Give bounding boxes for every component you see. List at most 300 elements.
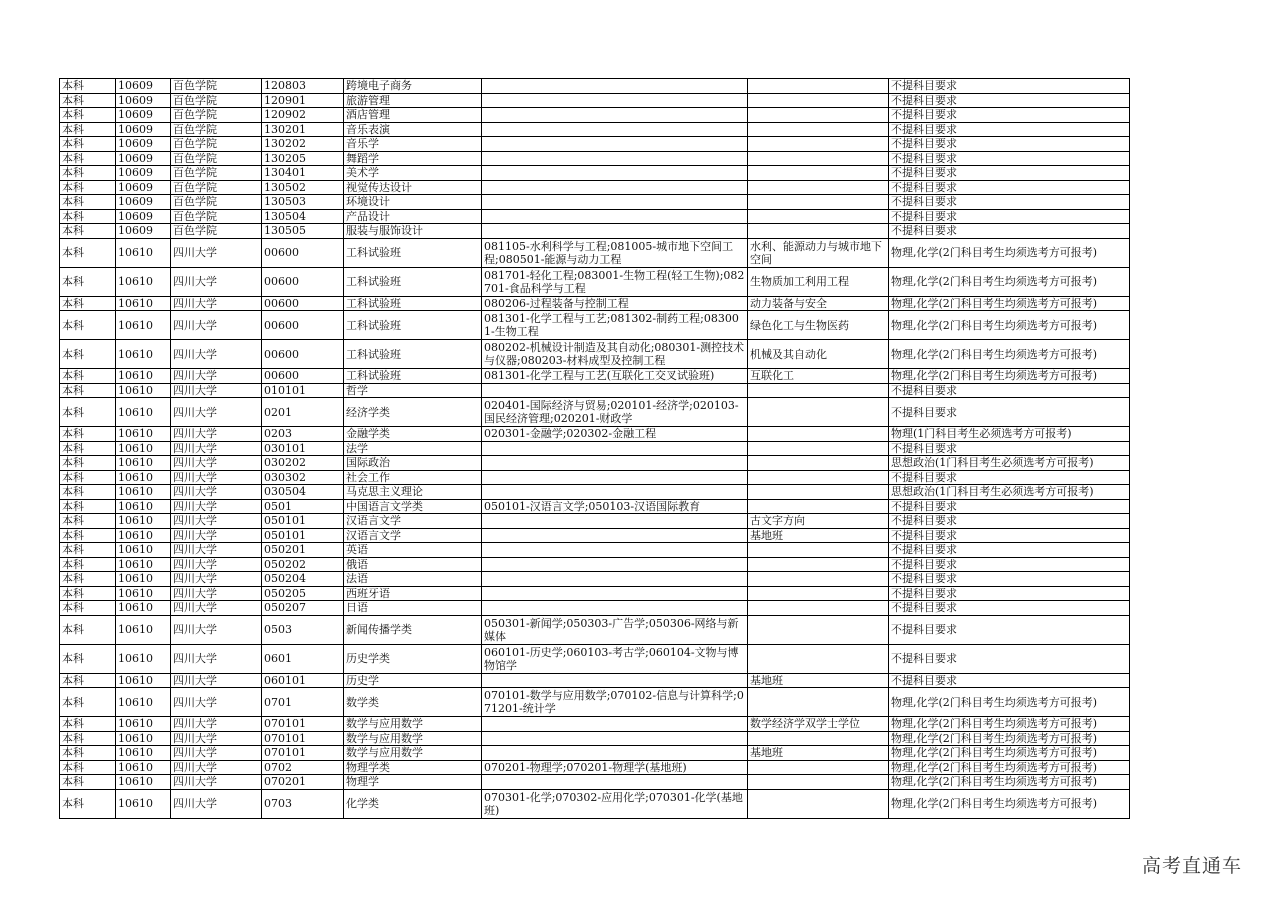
table-row (60, 717, 1130, 732)
major-code-cell: 130401 (262, 166, 344, 181)
table-row (60, 166, 1130, 181)
remarks-cell (748, 456, 889, 471)
school-name-cell: 四川大学 (171, 775, 262, 790)
table-row (60, 557, 1130, 572)
level-cell: 本科 (60, 543, 116, 558)
major-code-cell: 0703 (262, 789, 344, 818)
school-code-cell: 10610 (116, 731, 171, 746)
school-name-cell: 百色学院 (171, 137, 262, 152)
table-row (60, 775, 1130, 790)
major-name-cell: 马克思主义理论 (344, 485, 482, 500)
remarks-cell: 数学经济学双学士学位 (748, 717, 889, 732)
level-cell: 本科 (60, 731, 116, 746)
major-name-cell: 中国语言文学类 (344, 499, 482, 514)
subject-requirement-cell: 不提科目要求 (889, 557, 1130, 572)
level-cell: 本科 (60, 340, 116, 369)
level-cell: 本科 (60, 166, 116, 181)
table-row (60, 238, 1130, 267)
major-code-cell: 050205 (262, 586, 344, 601)
table-row (60, 369, 1130, 384)
subject-requirement-cell: 不提科目要求 (889, 166, 1130, 181)
subject-requirement-cell: 不提科目要求 (889, 79, 1130, 94)
subject-requirement-cell: 不提科目要求 (889, 122, 1130, 137)
subject-requirement-cell: 物理,化学(2门科目考生均须选考方可报考) (889, 296, 1130, 311)
table-row (60, 601, 1130, 616)
subject-requirement-cell: 物理,化学(2门科目考生均须选考方可报考) (889, 717, 1130, 732)
major-code-cell: 0503 (262, 615, 344, 644)
school-name-cell: 四川大学 (171, 514, 262, 529)
major-code-cell: 050204 (262, 572, 344, 587)
school-name-cell: 四川大学 (171, 615, 262, 644)
remarks-cell (748, 441, 889, 456)
table-row (60, 456, 1130, 471)
table-row (60, 615, 1130, 644)
remarks-cell (748, 195, 889, 210)
included-majors-cell (482, 151, 748, 166)
table-row (60, 296, 1130, 311)
table-row (60, 789, 1130, 818)
subject-requirement-cell: 物理,化学(2门科目考生均须选考方可报考) (889, 688, 1130, 717)
remarks-cell: 生物质加工利用工程 (748, 267, 889, 296)
table-row (60, 746, 1130, 761)
major-name-cell: 数学与应用数学 (344, 731, 482, 746)
school-code-cell: 10610 (116, 601, 171, 616)
level-cell: 本科 (60, 456, 116, 471)
major-name-cell: 数学与应用数学 (344, 717, 482, 732)
table-row (60, 195, 1130, 210)
table-row (60, 528, 1130, 543)
school-code-cell: 10610 (116, 340, 171, 369)
remarks-cell (748, 383, 889, 398)
remarks-cell: 基地班 (748, 673, 889, 688)
included-majors-cell: 080202-机械设计制造及其自动化;080301-测控技术与仪器;080203-材料成型及控制工程 (482, 340, 748, 369)
school-name-cell: 百色学院 (171, 151, 262, 166)
remarks-cell (748, 137, 889, 152)
school-code-cell: 10610 (116, 688, 171, 717)
table-row (60, 731, 1130, 746)
subject-requirement-cell: 物理,化学(2门科目考生均须选考方可报考) (889, 746, 1130, 761)
major-name-cell: 数学类 (344, 688, 482, 717)
major-name-cell: 数学与应用数学 (344, 746, 482, 761)
included-majors-cell (482, 166, 748, 181)
major-code-cell: 050207 (262, 601, 344, 616)
major-code-cell: 070201 (262, 775, 344, 790)
subject-requirement-cell: 思想政治(1门科目考生必须选考方可报考) (889, 485, 1130, 500)
major-code-cell: 130505 (262, 224, 344, 239)
school-code-cell: 10610 (116, 238, 171, 267)
included-majors-cell (482, 717, 748, 732)
major-name-cell: 视觉传达设计 (344, 180, 482, 195)
remarks-cell (748, 572, 889, 587)
subject-requirement-cell: 不提科目要求 (889, 499, 1130, 514)
major-code-cell: 050101 (262, 528, 344, 543)
subject-requirement-cell: 物理(1门科目考生必须选考方可报考) (889, 427, 1130, 442)
level-cell: 本科 (60, 717, 116, 732)
major-name-cell: 法语 (344, 572, 482, 587)
subject-requirement-cell: 物理,化学(2门科目考生均须选考方可报考) (889, 731, 1130, 746)
school-code-cell: 10610 (116, 644, 171, 673)
school-code-cell: 10610 (116, 760, 171, 775)
remarks-cell (748, 644, 889, 673)
major-code-cell: 0601 (262, 644, 344, 673)
major-name-cell: 音乐表演 (344, 122, 482, 137)
school-code-cell: 10610 (116, 514, 171, 529)
level-cell: 本科 (60, 224, 116, 239)
major-name-cell: 工科试验班 (344, 296, 482, 311)
major-code-cell: 130504 (262, 209, 344, 224)
table-row (60, 398, 1130, 427)
level-cell: 本科 (60, 238, 116, 267)
major-code-cell: 0501 (262, 499, 344, 514)
major-code-cell: 00600 (262, 238, 344, 267)
major-code-cell: 00600 (262, 267, 344, 296)
school-code-cell: 10610 (116, 586, 171, 601)
included-majors-cell (482, 209, 748, 224)
table-row (60, 224, 1130, 239)
subject-requirement-cell: 不提科目要求 (889, 528, 1130, 543)
remarks-cell (748, 760, 889, 775)
remarks-cell (748, 180, 889, 195)
remarks-cell: 基地班 (748, 528, 889, 543)
included-majors-cell (482, 557, 748, 572)
remarks-cell: 互联化工 (748, 369, 889, 384)
table-row (60, 340, 1130, 369)
major-name-cell: 工科试验班 (344, 267, 482, 296)
school-code-cell: 10610 (116, 441, 171, 456)
remarks-cell (748, 470, 889, 485)
included-majors-cell: 080206-过程装备与控制工程 (482, 296, 748, 311)
school-name-cell: 四川大学 (171, 601, 262, 616)
school-code-cell: 10610 (116, 789, 171, 818)
major-code-cell: 130205 (262, 151, 344, 166)
included-majors-cell (482, 731, 748, 746)
school-name-cell: 四川大学 (171, 688, 262, 717)
table-row (60, 441, 1130, 456)
remarks-cell (748, 93, 889, 108)
school-code-cell: 10609 (116, 122, 171, 137)
major-code-cell: 070101 (262, 731, 344, 746)
school-code-cell: 10610 (116, 296, 171, 311)
major-name-cell: 化学类 (344, 789, 482, 818)
subject-requirement-cell: 物理,化学(2门科目考生均须选考方可报考) (889, 311, 1130, 340)
included-majors-cell (482, 79, 748, 94)
school-name-cell: 百色学院 (171, 166, 262, 181)
subject-requirement-cell: 不提科目要求 (889, 195, 1130, 210)
school-name-cell: 四川大学 (171, 238, 262, 267)
major-code-cell: 050101 (262, 514, 344, 529)
school-name-cell: 百色学院 (171, 195, 262, 210)
major-name-cell: 物理学类 (344, 760, 482, 775)
remarks-cell (748, 79, 889, 94)
school-name-cell: 四川大学 (171, 644, 262, 673)
major-name-cell: 日语 (344, 601, 482, 616)
remarks-cell (748, 485, 889, 500)
included-majors-cell: 050301-新闻学;050303-广告学;050306-网络与新媒体 (482, 615, 748, 644)
school-name-cell: 四川大学 (171, 441, 262, 456)
included-majors-cell (482, 93, 748, 108)
remarks-cell (748, 557, 889, 572)
major-code-cell: 030302 (262, 470, 344, 485)
level-cell: 本科 (60, 514, 116, 529)
included-majors-cell (482, 122, 748, 137)
major-code-cell: 0203 (262, 427, 344, 442)
subject-requirement-cell: 不提科目要求 (889, 93, 1130, 108)
school-code-cell: 10610 (116, 499, 171, 514)
school-code-cell: 10609 (116, 195, 171, 210)
school-name-cell: 四川大学 (171, 383, 262, 398)
major-name-cell: 新闻传播学类 (344, 615, 482, 644)
level-cell: 本科 (60, 572, 116, 587)
table-row (60, 485, 1130, 500)
level-cell: 本科 (60, 369, 116, 384)
major-name-cell: 金融学类 (344, 427, 482, 442)
major-code-cell: 00600 (262, 340, 344, 369)
included-majors-cell (482, 195, 748, 210)
level-cell: 本科 (60, 195, 116, 210)
subject-requirement-cell: 不提科目要求 (889, 151, 1130, 166)
level-cell: 本科 (60, 673, 116, 688)
school-code-cell: 10610 (116, 528, 171, 543)
included-majors-cell: 020401-国际经济与贸易;020101-经济学;020103-国民经济管理;020201-财政学 (482, 398, 748, 427)
school-name-cell: 四川大学 (171, 789, 262, 818)
school-name-cell: 四川大学 (171, 296, 262, 311)
table-row (60, 108, 1130, 123)
major-code-cell: 120901 (262, 93, 344, 108)
included-majors-cell (482, 543, 748, 558)
table-row (60, 267, 1130, 296)
subject-requirement-cell: 物理,化学(2门科目考生均须选考方可报考) (889, 775, 1130, 790)
major-name-cell: 工科试验班 (344, 340, 482, 369)
school-code-cell: 10609 (116, 93, 171, 108)
subject-requirement-cell: 不提科目要求 (889, 383, 1130, 398)
major-name-cell: 旅游管理 (344, 93, 482, 108)
major-name-cell: 历史学 (344, 673, 482, 688)
major-code-cell: 00600 (262, 311, 344, 340)
major-name-cell: 汉语言文学 (344, 514, 482, 529)
level-cell: 本科 (60, 557, 116, 572)
subject-requirement-cell: 物理,化学(2门科目考生均须选考方可报考) (889, 760, 1130, 775)
level-cell: 本科 (60, 267, 116, 296)
major-name-cell: 历史学类 (344, 644, 482, 673)
subject-requirement-cell: 不提科目要求 (889, 209, 1130, 224)
level-cell: 本科 (60, 311, 116, 340)
table-row (60, 93, 1130, 108)
level-cell: 本科 (60, 296, 116, 311)
admission-table (59, 78, 1130, 819)
included-majors-cell (482, 775, 748, 790)
subject-requirement-cell: 物理,化学(2门科目考生均须选考方可报考) (889, 789, 1130, 818)
school-name-cell: 百色学院 (171, 209, 262, 224)
school-name-cell: 四川大学 (171, 311, 262, 340)
included-majors-cell (482, 224, 748, 239)
school-name-cell: 四川大学 (171, 470, 262, 485)
major-name-cell: 音乐学 (344, 137, 482, 152)
major-name-cell: 美术学 (344, 166, 482, 181)
level-cell: 本科 (60, 383, 116, 398)
major-name-cell: 服装与服饰设计 (344, 224, 482, 239)
school-code-cell: 10610 (116, 427, 171, 442)
major-name-cell: 俄语 (344, 557, 482, 572)
level-cell: 本科 (60, 470, 116, 485)
subject-requirement-cell: 思想政治(1门科目考生必须选考方可报考) (889, 456, 1130, 471)
major-name-cell: 工科试验班 (344, 238, 482, 267)
included-majors-cell (482, 470, 748, 485)
remarks-cell (748, 166, 889, 181)
level-cell: 本科 (60, 586, 116, 601)
included-majors-cell (482, 180, 748, 195)
level-cell: 本科 (60, 122, 116, 137)
school-name-cell: 四川大学 (171, 731, 262, 746)
school-code-cell: 10610 (116, 557, 171, 572)
remarks-cell (748, 151, 889, 166)
table-row (60, 311, 1130, 340)
remarks-cell (748, 398, 889, 427)
remarks-cell (748, 615, 889, 644)
level-cell: 本科 (60, 151, 116, 166)
subject-requirement-cell: 不提科目要求 (889, 224, 1130, 239)
subject-requirement-cell: 不提科目要求 (889, 180, 1130, 195)
remarks-cell (748, 775, 889, 790)
school-code-cell: 10610 (116, 456, 171, 471)
level-cell: 本科 (60, 760, 116, 775)
table-row (60, 673, 1130, 688)
major-name-cell: 产品设计 (344, 209, 482, 224)
school-name-cell: 百色学院 (171, 79, 262, 94)
level-cell: 本科 (60, 180, 116, 195)
level-cell: 本科 (60, 688, 116, 717)
subject-requirement-cell: 物理,化学(2门科目考生均须选考方可报考) (889, 369, 1130, 384)
table-row (60, 572, 1130, 587)
remarks-cell (748, 789, 889, 818)
subject-requirement-cell: 不提科目要求 (889, 644, 1130, 673)
school-code-cell: 10610 (116, 485, 171, 500)
school-code-cell: 10610 (116, 615, 171, 644)
level-cell: 本科 (60, 93, 116, 108)
included-majors-cell (482, 514, 748, 529)
major-code-cell: 030504 (262, 485, 344, 500)
table-row (60, 151, 1130, 166)
major-name-cell: 汉语言文学 (344, 528, 482, 543)
included-majors-cell (482, 528, 748, 543)
school-code-cell: 10610 (116, 470, 171, 485)
level-cell: 本科 (60, 398, 116, 427)
subject-requirement-cell: 不提科目要求 (889, 470, 1130, 485)
subject-requirement-cell: 不提科目要求 (889, 572, 1130, 587)
major-name-cell: 哲学 (344, 383, 482, 398)
school-name-cell: 四川大学 (171, 398, 262, 427)
major-code-cell: 00600 (262, 296, 344, 311)
school-code-cell: 10609 (116, 137, 171, 152)
included-majors-cell (482, 441, 748, 456)
table-row (60, 427, 1130, 442)
school-name-cell: 四川大学 (171, 746, 262, 761)
table-row (60, 586, 1130, 601)
major-code-cell: 0702 (262, 760, 344, 775)
remarks-cell (748, 209, 889, 224)
included-majors-cell: 050101-汉语言文学;050103-汉语国际教育 (482, 499, 748, 514)
table-row (60, 180, 1130, 195)
remarks-cell: 古文字方向 (748, 514, 889, 529)
major-code-cell: 130502 (262, 180, 344, 195)
major-code-cell: 030101 (262, 441, 344, 456)
school-name-cell: 四川大学 (171, 267, 262, 296)
school-code-cell: 10609 (116, 180, 171, 195)
table-row (60, 688, 1130, 717)
major-code-cell: 130202 (262, 137, 344, 152)
school-name-cell: 四川大学 (171, 557, 262, 572)
school-name-cell: 四川大学 (171, 427, 262, 442)
major-name-cell: 英语 (344, 543, 482, 558)
major-code-cell: 130503 (262, 195, 344, 210)
major-code-cell: 010101 (262, 383, 344, 398)
remarks-cell: 机械及其自动化 (748, 340, 889, 369)
school-code-cell: 10609 (116, 79, 171, 94)
major-name-cell: 物理学 (344, 775, 482, 790)
major-name-cell: 舞蹈学 (344, 151, 482, 166)
level-cell: 本科 (60, 528, 116, 543)
included-majors-cell (482, 137, 748, 152)
subject-requirement-cell: 不提科目要求 (889, 615, 1130, 644)
subject-requirement-cell: 不提科目要求 (889, 586, 1130, 601)
school-code-cell: 10610 (116, 673, 171, 688)
level-cell: 本科 (60, 137, 116, 152)
remarks-cell: 动力装备与安全 (748, 296, 889, 311)
level-cell: 本科 (60, 79, 116, 94)
included-majors-cell: 081301-化学工程与工艺(互联化工交叉试验班) (482, 369, 748, 384)
school-name-cell: 百色学院 (171, 108, 262, 123)
school-name-cell: 四川大学 (171, 717, 262, 732)
school-name-cell: 四川大学 (171, 572, 262, 587)
remarks-cell (748, 122, 889, 137)
school-name-cell: 百色学院 (171, 180, 262, 195)
major-name-cell: 社会工作 (344, 470, 482, 485)
major-name-cell: 法学 (344, 441, 482, 456)
level-cell: 本科 (60, 775, 116, 790)
major-name-cell: 西班牙语 (344, 586, 482, 601)
table-row (60, 470, 1130, 485)
subject-requirement-cell: 不提科目要求 (889, 673, 1130, 688)
major-name-cell: 经济学类 (344, 398, 482, 427)
school-code-cell: 10609 (116, 151, 171, 166)
table-row (60, 644, 1130, 673)
included-majors-cell (482, 673, 748, 688)
major-code-cell: 070101 (262, 746, 344, 761)
school-name-cell: 四川大学 (171, 340, 262, 369)
included-majors-cell (482, 383, 748, 398)
table-body (60, 79, 1130, 819)
major-code-cell: 0701 (262, 688, 344, 717)
table-row (60, 543, 1130, 558)
subject-requirement-cell: 不提科目要求 (889, 137, 1130, 152)
subject-requirement-cell: 不提科目要求 (889, 108, 1130, 123)
subject-requirement-cell: 物理,化学(2门科目考生均须选考方可报考) (889, 238, 1130, 267)
level-cell: 本科 (60, 644, 116, 673)
subject-requirement-cell: 物理,化学(2门科目考生均须选考方可报考) (889, 267, 1130, 296)
table-row (60, 122, 1130, 137)
table-row (60, 79, 1130, 94)
school-code-cell: 10609 (116, 108, 171, 123)
remarks-cell: 基地班 (748, 746, 889, 761)
major-code-cell: 030202 (262, 456, 344, 471)
subject-requirement-cell: 不提科目要求 (889, 514, 1130, 529)
subject-requirement-cell: 不提科目要求 (889, 398, 1130, 427)
subject-requirement-cell: 物理,化学(2门科目考生均须选考方可报考) (889, 340, 1130, 369)
included-majors-cell (482, 601, 748, 616)
school-code-cell: 10609 (116, 166, 171, 181)
school-code-cell: 10610 (116, 775, 171, 790)
school-code-cell: 10609 (116, 209, 171, 224)
school-name-cell: 百色学院 (171, 93, 262, 108)
